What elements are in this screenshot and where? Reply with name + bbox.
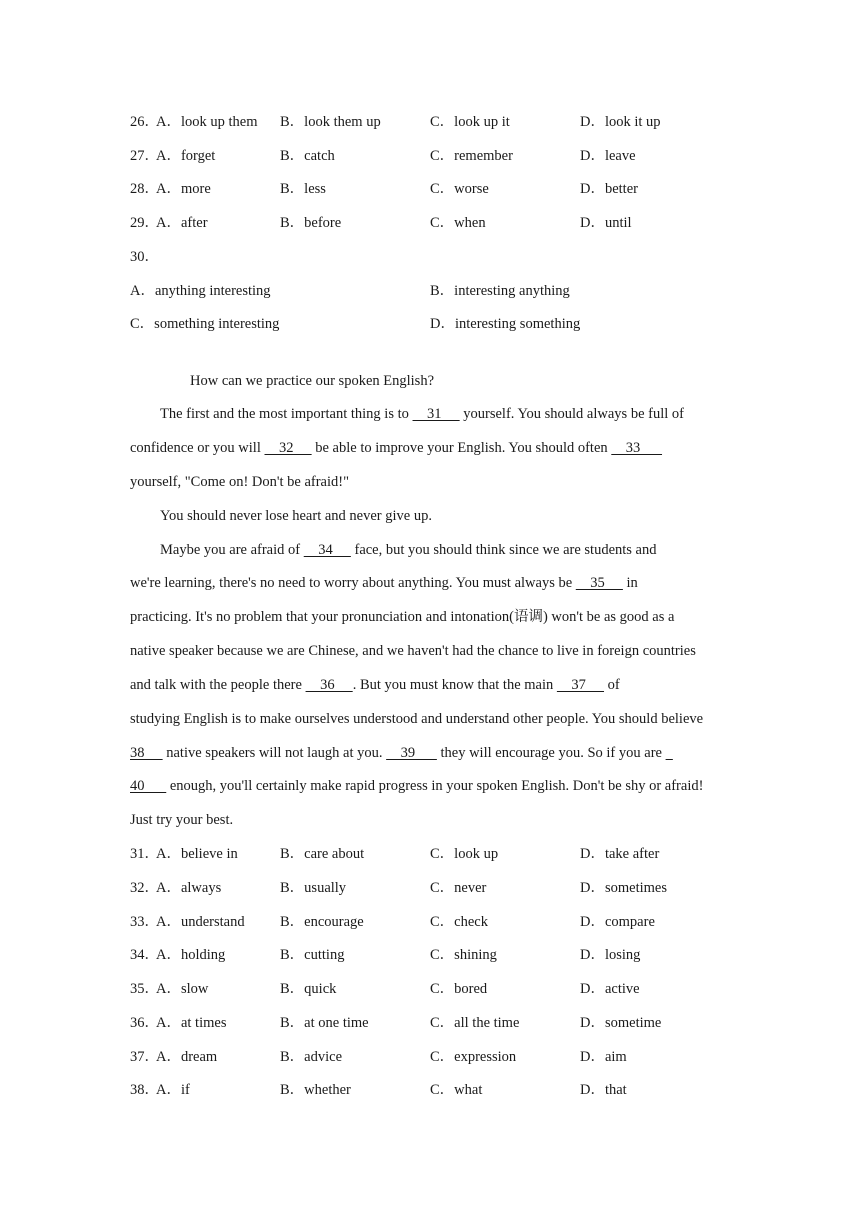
option-b: B．encourage xyxy=(280,914,364,930)
option-b: B．cutting xyxy=(280,947,345,963)
text: they will encourage you. So if you are xyxy=(436,745,666,761)
question-row-37 xyxy=(130,1047,750,1067)
option-b: B．quick xyxy=(280,981,337,997)
option-b: B．at one time xyxy=(280,1015,369,1031)
option-a: A．look up them xyxy=(156,114,258,130)
text: . But you must know that the main xyxy=(352,677,557,693)
text: face, but you should think since we are students and xyxy=(350,542,657,558)
option-d: D．aim xyxy=(580,1049,627,1065)
blank-34: 34 xyxy=(303,542,351,558)
blank-32: 32 xyxy=(264,440,312,456)
blank-36: 36 xyxy=(305,677,353,693)
passage-line xyxy=(130,675,620,695)
option-a: A．at times xyxy=(156,1015,227,1031)
option-c: C．all the time xyxy=(430,1015,520,1031)
option-d: D．interesting something xyxy=(430,316,581,332)
question-row-28 xyxy=(130,179,750,199)
option-d: D．leave xyxy=(580,148,636,164)
question-number: 33． xyxy=(130,914,159,930)
option-b: B．catch xyxy=(280,148,335,164)
option-b: B．less xyxy=(280,181,326,197)
option-d: D．losing xyxy=(580,947,641,963)
question-number: 26． xyxy=(130,114,159,130)
question-row-26 xyxy=(130,112,750,132)
question-row-38 xyxy=(130,1080,750,1100)
text: and talk with the people there xyxy=(130,677,306,693)
question-row-32 xyxy=(130,878,750,898)
option-a: A．understand xyxy=(156,914,245,930)
option-b: B．care about xyxy=(280,846,365,862)
option-d: D．sometimes xyxy=(580,880,667,896)
option-c: C．expression xyxy=(430,1049,517,1065)
question-30-row-2 xyxy=(130,314,750,334)
passage-line xyxy=(130,743,673,763)
text: yourself. You should always be full of xyxy=(459,406,684,422)
passage-line xyxy=(160,404,684,424)
question-number: 38． xyxy=(130,1082,159,1098)
option-c: C．check xyxy=(430,914,488,930)
option-a: A．forget xyxy=(156,148,216,164)
question-row-27 xyxy=(130,146,750,166)
blank-31: 31 xyxy=(412,406,460,422)
text: Maybe you are afraid of xyxy=(160,542,304,558)
question-row-31 xyxy=(130,844,750,864)
option-a: A．anything interesting xyxy=(130,283,271,299)
blank-35: 35 xyxy=(575,575,623,591)
option-b: B．interesting anything xyxy=(430,283,570,299)
text: enough, you'll certainly make rapid progress in your spoken English. Don't be shy or afraid! xyxy=(166,778,704,794)
question-number: 28． xyxy=(130,181,159,197)
question-number: 32． xyxy=(130,880,159,896)
option-a: A．more xyxy=(156,181,211,197)
option-d: D．active xyxy=(580,981,640,997)
question-row-35 xyxy=(130,979,750,999)
passage-line xyxy=(130,573,638,593)
option-c: C．shining xyxy=(430,947,497,963)
question-30-row-1 xyxy=(130,281,750,301)
question-row-33 xyxy=(130,912,750,932)
question-number: 31． xyxy=(130,846,159,862)
question-number: 35． xyxy=(130,981,159,997)
blank-33: 33 xyxy=(611,440,663,456)
option-c: C．worse xyxy=(430,181,489,197)
option-a: A．always xyxy=(156,880,222,896)
option-b: B．usually xyxy=(280,880,347,896)
passage-line: Just try your best. xyxy=(130,812,234,828)
option-c: C．bored xyxy=(430,981,488,997)
option-a: A．slow xyxy=(156,981,209,997)
option-d: D．until xyxy=(580,215,632,231)
option-d: D．that xyxy=(580,1082,627,1098)
passage-title: How can we practice our spoken English? xyxy=(190,373,435,389)
option-c: C．what xyxy=(430,1082,483,1098)
option-d: D．better xyxy=(580,181,638,197)
text: we're learning, there's no need to worry about anything. You must always be xyxy=(130,575,576,591)
option-d: D．compare xyxy=(580,914,655,930)
passage-line: You should never lose heart and never give up. xyxy=(160,508,432,524)
blank-40: 40 xyxy=(130,778,167,794)
option-a: A．after xyxy=(156,215,208,231)
option-a: A．dream xyxy=(156,1049,218,1065)
text: The first and the most important thing is to xyxy=(160,406,413,422)
option-d: D．take after xyxy=(580,846,660,862)
question-number: 27． xyxy=(130,148,159,164)
text: of xyxy=(604,677,620,693)
blank-38: 38 xyxy=(130,745,163,761)
question-number: 36． xyxy=(130,1015,159,1031)
text: confidence or you will xyxy=(130,440,265,456)
question-number: 29． xyxy=(130,215,159,231)
option-a: A．holding xyxy=(156,947,226,963)
option-c: C．never xyxy=(430,880,487,896)
passage-line xyxy=(130,776,703,796)
text: native speakers will not laugh at you. xyxy=(162,745,387,761)
blank-40-start xyxy=(666,745,673,761)
option-a: A．believe in xyxy=(156,846,238,862)
option-b: B．advice xyxy=(280,1049,343,1065)
option-c: C．when xyxy=(430,215,486,231)
option-d: D．look it up xyxy=(580,114,661,130)
option-d: D．sometime xyxy=(580,1015,662,1031)
option-c: C．look up xyxy=(430,846,499,862)
text: be able to improve your English. You should often xyxy=(311,440,612,456)
option-b: B．whether xyxy=(280,1082,351,1098)
blank-39: 39 xyxy=(386,745,437,761)
option-c: C．something interesting xyxy=(130,316,280,332)
passage-line: yourself, "Come on! Don't be afraid!" xyxy=(130,474,350,490)
option-a: A．if xyxy=(156,1082,190,1098)
question-row-34 xyxy=(130,945,750,965)
option-c: C．remember xyxy=(430,148,513,164)
passage-line: practicing. It's no problem that your pronunciation and intonation(语调) won't be as good as a xyxy=(130,609,675,625)
question-number-30: 30． xyxy=(130,249,159,265)
passage-line xyxy=(160,540,657,560)
text: in xyxy=(622,575,638,591)
blank-37: 37 xyxy=(556,677,605,693)
passage-line: native speaker because we are Chinese, and we haven't had the chance to live in foreign countries xyxy=(130,643,696,659)
passage-line: studying English is to make ourselves understood and understand other people. You should believe xyxy=(130,711,704,727)
option-b: B．before xyxy=(280,215,342,231)
question-number: 34． xyxy=(130,947,159,963)
question-number: 37． xyxy=(130,1049,159,1065)
passage-line xyxy=(130,438,662,458)
option-b: B．look them up xyxy=(280,114,381,130)
question-row-36 xyxy=(130,1013,750,1033)
option-c: C．look up it xyxy=(430,114,510,130)
question-row-29 xyxy=(130,213,750,233)
